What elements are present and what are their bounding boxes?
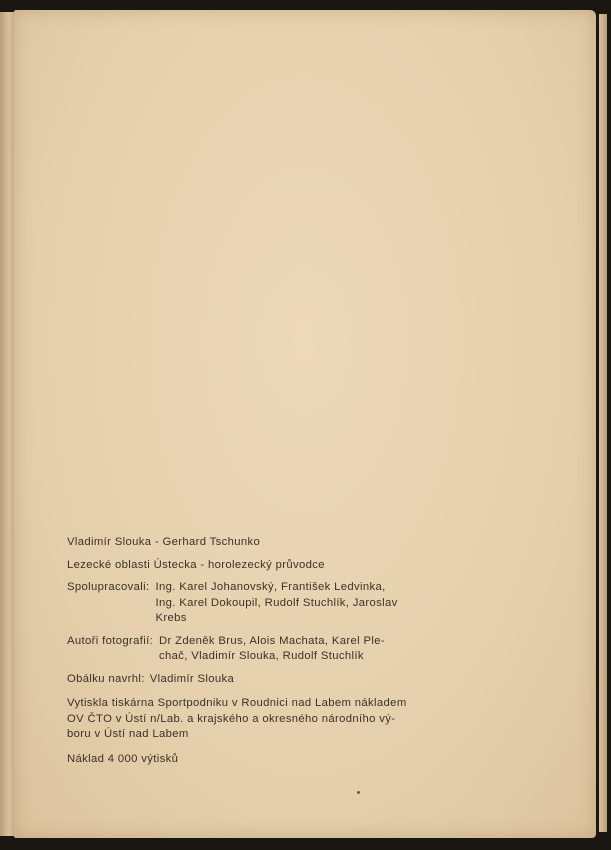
authors-line: Vladimír Slouka - Gerhard Tschunko [67, 536, 261, 548]
photographers-block [67, 634, 557, 665]
page-edge [599, 14, 607, 832]
cover-designer: Vladimír Slouka [149, 672, 235, 685]
printer-line-2: OV ČTO v Ústí n/Lab. a krajského a okresného národního vý- [67, 712, 396, 725]
colophon [67, 535, 557, 767]
paper-speck [357, 791, 360, 794]
printer-block [67, 696, 557, 743]
book-title-line: Lezecké oblasti Ústecka - horolezecký průvodce [67, 558, 325, 571]
collaborators-block [67, 580, 557, 627]
collaborators-label: Spolupracovali: [67, 581, 150, 593]
printer-line-1: Vytiskla tiskárna Sportpodniku v Roudnici nad Labem nákladem [67, 697, 407, 709]
photographers-list [159, 634, 557, 665]
photographers-label: Autoři fotografií: [67, 634, 154, 647]
collaborators-line-3: Krebs [155, 612, 187, 624]
cover-design-block [67, 672, 557, 688]
print-run-line: Náklad 4 000 výtisků [67, 752, 179, 765]
collaborators-list [156, 580, 558, 627]
collaborators-line-2: Ing. Karel Dokoupil, Rudolf Stuchlík, Jaroslav [155, 596, 398, 609]
cover-design-label: Obálku navrhl: [67, 672, 145, 685]
collaborators-line-1: Ing. Karel Johanovský, František Ledvinka, [155, 581, 386, 593]
photographers-line-1: Dr Zdeněk Brus, Alois Machata, Karel Ple- [159, 634, 385, 647]
printer-line-3: boru v Ústí nad Labem [67, 728, 189, 740]
photographers-line-2: chač, Vladimír Slouka, Rudolf Stuchlík [159, 650, 364, 662]
